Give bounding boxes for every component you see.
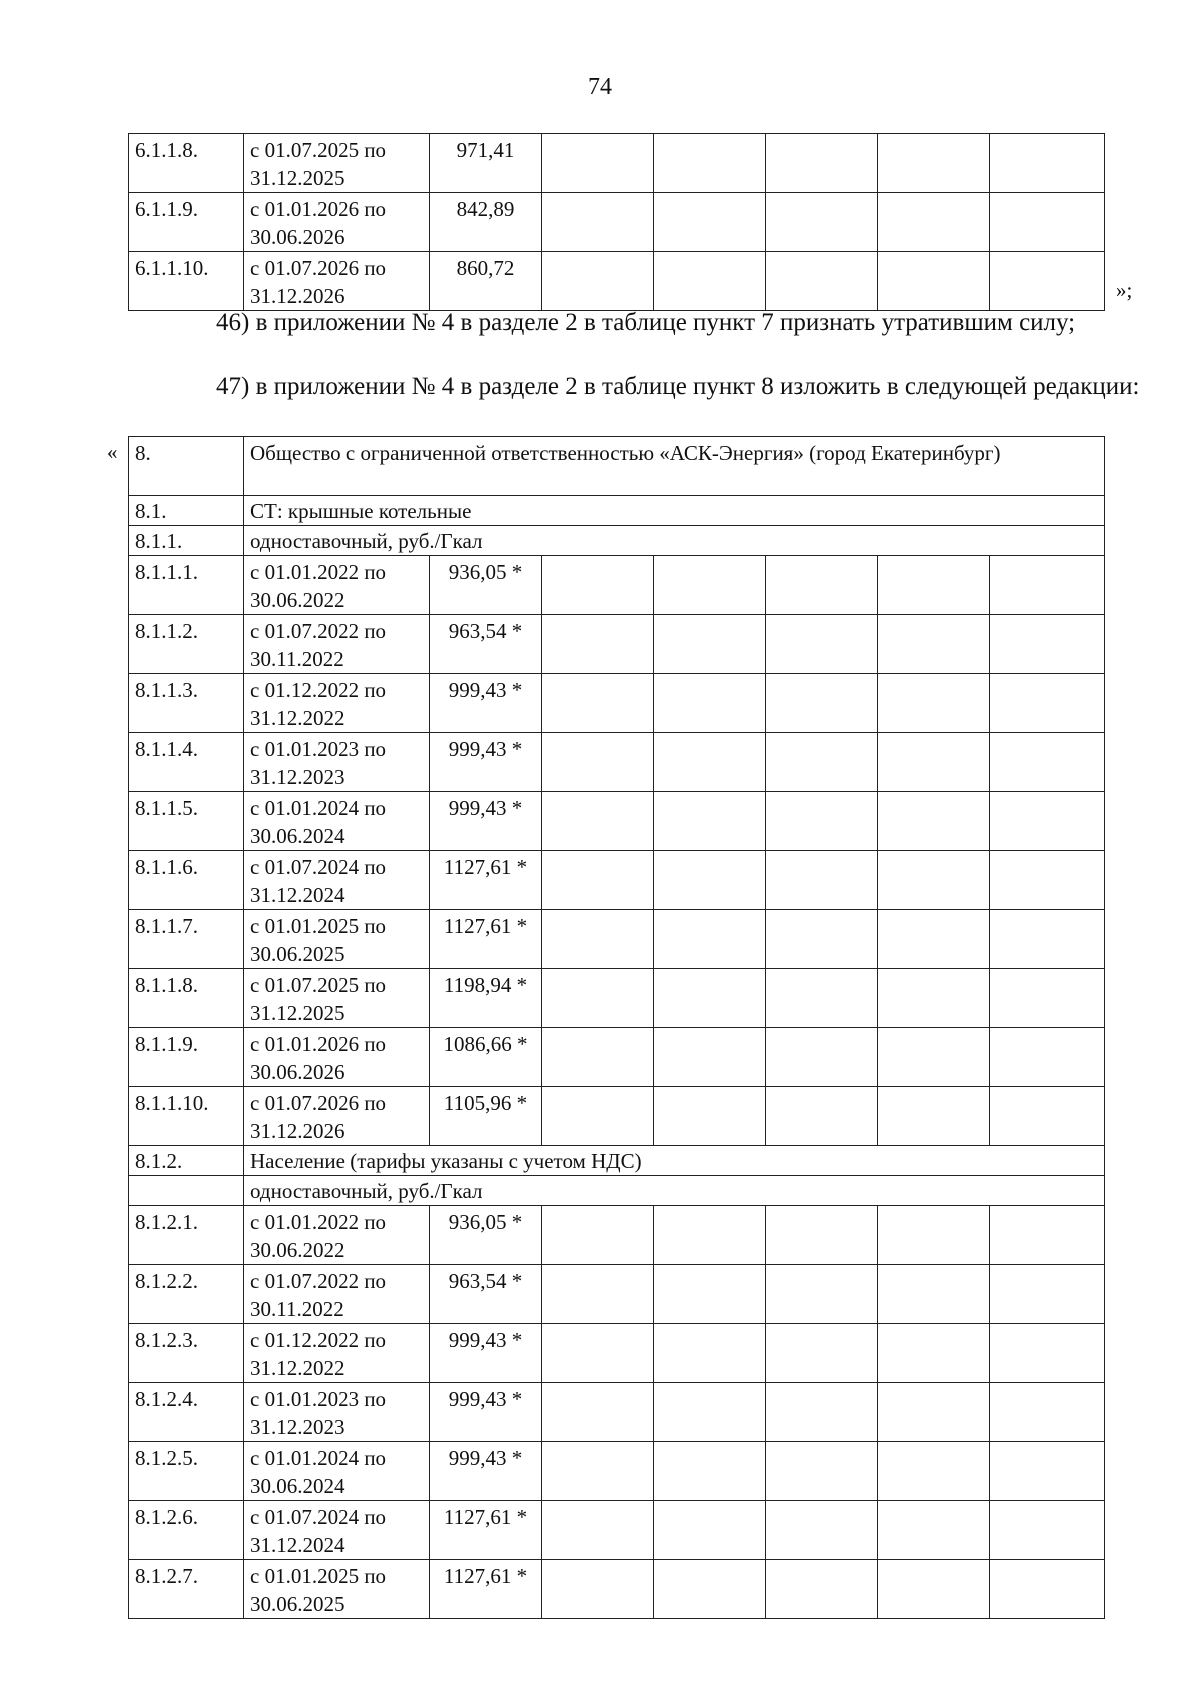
row-value: 860,72 (430, 252, 542, 311)
empty-cell (990, 1265, 1105, 1324)
row-period: с 01.01.2025 по 30.06.2025 (244, 1560, 430, 1619)
table-row (129, 1442, 1105, 1501)
empty-cell (878, 252, 990, 311)
section-row (129, 496, 1105, 526)
empty-cell (542, 851, 654, 910)
empty-cell (990, 1028, 1105, 1087)
empty-cell (654, 733, 766, 792)
row-number: 8.1.1.6. (129, 851, 244, 910)
empty-cell (542, 1501, 654, 1560)
empty-cell (542, 1324, 654, 1383)
empty-cell (654, 1087, 766, 1146)
row-value: 1086,66 * (430, 1028, 542, 1087)
row-period: с 01.01.2023 по 31.12.2023 (244, 733, 430, 792)
empty-cell (878, 1560, 990, 1619)
table-row (129, 969, 1105, 1028)
row-value: 1198,94 * (430, 969, 542, 1028)
row-period: с 01.07.2025 по 31.12.2025 (244, 969, 430, 1028)
row-value: 999,43 * (430, 1383, 542, 1442)
row-value: 1105,96 * (430, 1087, 542, 1146)
empty-cell (766, 1501, 878, 1560)
empty-cell (654, 134, 766, 193)
section-number: 8.1.2. (129, 1146, 244, 1176)
empty-cell (878, 1501, 990, 1560)
table-row (129, 193, 1105, 252)
empty-cell (542, 556, 654, 615)
row-period: с 01.07.2026 по 31.12.2026 (244, 252, 430, 311)
empty-cell (542, 1265, 654, 1324)
section-row (129, 1146, 1105, 1176)
empty-cell (542, 1560, 654, 1619)
empty-cell (766, 1383, 878, 1442)
empty-cell (654, 910, 766, 969)
row-number: 8.1.2.2. (129, 1265, 244, 1324)
row-period: с 01.01.2025 по 30.06.2025 (244, 910, 430, 969)
section-number: 8.1. (129, 496, 244, 526)
row-period: с 01.07.2024 по 31.12.2024 (244, 851, 430, 910)
empty-cell (878, 733, 990, 792)
section-label: Население (тарифы указаны с учетом НДС) (244, 1146, 1105, 1176)
row-number: 8.1.2.6. (129, 1501, 244, 1560)
org-name: Общество с ограниченной ответственностью «АСК-Энергия» (город Екатеринбург) (244, 437, 1105, 496)
empty-cell (766, 1560, 878, 1619)
empty-cell (542, 1028, 654, 1087)
row-number: 8.1.1.7. (129, 910, 244, 969)
empty-cell (654, 1324, 766, 1383)
empty-cell (878, 1324, 990, 1383)
table-row (129, 556, 1105, 615)
empty-cell (654, 1501, 766, 1560)
empty-cell (766, 1028, 878, 1087)
row-value: 999,43 * (430, 1442, 542, 1501)
empty-cell (990, 556, 1105, 615)
empty-cell (990, 1501, 1105, 1560)
empty-cell (990, 969, 1105, 1028)
row-number: 8.1.1.8. (129, 969, 244, 1028)
paragraph-46: 46) в приложении № 4 в разделе 2 в таблице пункт 7 признать утратившим силу; (216, 309, 1076, 336)
empty-cell (654, 556, 766, 615)
empty-cell (542, 733, 654, 792)
empty-cell (766, 193, 878, 252)
paragraph-47: 47) в приложении № 4 в разделе 2 в таблице пункт 8 изложить в следующей редакции: (216, 373, 1140, 400)
row-number: 8.1.2.1. (129, 1206, 244, 1265)
row-value: 999,43 * (430, 674, 542, 733)
empty-cell (654, 792, 766, 851)
empty-cell (878, 615, 990, 674)
row-number: 6.1.1.10. (129, 252, 244, 311)
empty-cell (766, 674, 878, 733)
empty-cell (878, 134, 990, 193)
row-period: с 01.01.2024 по 30.06.2024 (244, 792, 430, 851)
row-value: 999,43 * (430, 1324, 542, 1383)
empty-cell (766, 1324, 878, 1383)
row-number: 6.1.1.9. (129, 193, 244, 252)
table-row (129, 792, 1105, 851)
empty-cell (542, 910, 654, 969)
empty-cell (990, 733, 1105, 792)
empty-cell (654, 252, 766, 311)
row-number: 8.1.2.3. (129, 1324, 244, 1383)
empty-cell (990, 134, 1105, 193)
subsection-row (129, 526, 1105, 556)
row-period: с 01.12.2022 по 31.12.2022 (244, 1324, 430, 1383)
empty-cell (766, 969, 878, 1028)
empty-cell (990, 1383, 1105, 1442)
row-value: 936,05 * (430, 556, 542, 615)
empty-cell (990, 193, 1105, 252)
empty-cell (542, 193, 654, 252)
empty-cell (654, 1206, 766, 1265)
row-period: с 01.01.2026 по 30.06.2026 (244, 193, 430, 252)
table-row (129, 910, 1105, 969)
row-number: 8.1.1.5. (129, 792, 244, 851)
empty-cell (654, 1028, 766, 1087)
opening-quote-mark: « (107, 440, 118, 464)
empty-cell (990, 1087, 1105, 1146)
row-number: 8.1.2.7. (129, 1560, 244, 1619)
empty-cell (990, 792, 1105, 851)
row-value: 963,54 * (430, 1265, 542, 1324)
row-value: 1127,61 * (430, 1501, 542, 1560)
empty-cell (878, 193, 990, 252)
page-number: 74 (588, 74, 612, 100)
empty-cell (766, 615, 878, 674)
table-row (129, 1265, 1105, 1324)
empty-cell (654, 615, 766, 674)
row-value: 936,05 * (430, 1206, 542, 1265)
row-value: 1127,61 * (430, 851, 542, 910)
table-row (129, 615, 1105, 674)
row-period: с 01.12.2022 по 31.12.2022 (244, 674, 430, 733)
row-period: с 01.01.2022 по 30.06.2022 (244, 1206, 430, 1265)
empty-cell (542, 674, 654, 733)
empty-cell (542, 1206, 654, 1265)
row-value: 1127,61 * (430, 1560, 542, 1619)
empty-cell (654, 1442, 766, 1501)
empty-cell (990, 910, 1105, 969)
organization-row (129, 437, 1105, 496)
org-number: 8. (129, 437, 244, 496)
tariff-table-main (128, 436, 1105, 1619)
subsection-number (129, 1176, 244, 1206)
empty-cell (766, 134, 878, 193)
empty-cell (990, 1206, 1105, 1265)
empty-cell (542, 1087, 654, 1146)
empty-cell (542, 792, 654, 851)
row-value: 999,43 * (430, 792, 542, 851)
empty-cell (542, 969, 654, 1028)
empty-cell (990, 1324, 1105, 1383)
empty-cell (878, 969, 990, 1028)
subsection-label: одноставочный, руб./Гкал (244, 526, 1105, 556)
empty-cell (990, 252, 1105, 311)
empty-cell (990, 1442, 1105, 1501)
row-period: с 01.07.2026 по 31.12.2026 (244, 1087, 430, 1146)
empty-cell (542, 615, 654, 674)
row-value: 963,54 * (430, 615, 542, 674)
empty-cell (766, 556, 878, 615)
section-label: СТ: крышные котельные (244, 496, 1105, 526)
row-period: с 01.01.2026 по 30.06.2026 (244, 1028, 430, 1087)
row-number: 8.1.1.9. (129, 1028, 244, 1087)
row-period: с 01.01.2024 по 30.06.2024 (244, 1442, 430, 1501)
row-number: 8.1.1.1. (129, 556, 244, 615)
empty-cell (654, 1265, 766, 1324)
empty-cell (878, 792, 990, 851)
subsection-number: 8.1.1. (129, 526, 244, 556)
empty-cell (878, 910, 990, 969)
empty-cell (878, 851, 990, 910)
empty-cell (878, 674, 990, 733)
row-value: 1127,61 * (430, 910, 542, 969)
subsection-row (129, 1176, 1105, 1206)
empty-cell (654, 1383, 766, 1442)
table-row (129, 1383, 1105, 1442)
table-row (129, 1324, 1105, 1383)
empty-cell (654, 193, 766, 252)
empty-cell (654, 851, 766, 910)
empty-cell (878, 1265, 990, 1324)
table-row (129, 674, 1105, 733)
row-period: с 01.07.2024 по 31.12.2024 (244, 1501, 430, 1560)
row-period: с 01.07.2025 по 31.12.2025 (244, 134, 430, 193)
closing-quote-mark: »; (1116, 278, 1133, 302)
empty-cell (878, 1442, 990, 1501)
empty-cell (878, 1383, 990, 1442)
table-row (129, 1206, 1105, 1265)
row-number: 8.1.2.4. (129, 1383, 244, 1442)
empty-cell (990, 1560, 1105, 1619)
table-row (129, 851, 1105, 910)
empty-cell (766, 910, 878, 969)
empty-cell (990, 615, 1105, 674)
row-number: 8.1.1.2. (129, 615, 244, 674)
table-row (129, 1560, 1105, 1619)
empty-cell (766, 733, 878, 792)
table-row (129, 1087, 1105, 1146)
row-period: с 01.01.2023 по 31.12.2023 (244, 1383, 430, 1442)
empty-cell (990, 851, 1105, 910)
empty-cell (878, 556, 990, 615)
empty-cell (654, 969, 766, 1028)
empty-cell (766, 851, 878, 910)
empty-cell (766, 1206, 878, 1265)
empty-cell (654, 674, 766, 733)
table-row (129, 1028, 1105, 1087)
subsection-label: одноставочный, руб./Гкал (244, 1176, 1105, 1206)
row-number: 8.1.2.5. (129, 1442, 244, 1501)
empty-cell (878, 1028, 990, 1087)
empty-cell (766, 1265, 878, 1324)
row-value: 971,41 (430, 134, 542, 193)
table-row (129, 134, 1105, 193)
row-period: с 01.01.2022 по 30.06.2022 (244, 556, 430, 615)
row-number: 8.1.1.4. (129, 733, 244, 792)
empty-cell (766, 252, 878, 311)
empty-cell (766, 792, 878, 851)
empty-cell (654, 1560, 766, 1619)
table-row (129, 733, 1105, 792)
row-period: с 01.07.2022 по 30.11.2022 (244, 1265, 430, 1324)
tariff-table-continuation (128, 133, 1105, 311)
row-period: с 01.07.2022 по 30.11.2022 (244, 615, 430, 674)
empty-cell (542, 252, 654, 311)
row-value: 999,43 * (430, 733, 542, 792)
empty-cell (878, 1087, 990, 1146)
row-number: 8.1.1.3. (129, 674, 244, 733)
row-value: 842,89 (430, 193, 542, 252)
empty-cell (542, 1383, 654, 1442)
row-number: 6.1.1.8. (129, 134, 244, 193)
empty-cell (878, 1206, 990, 1265)
row-number: 8.1.1.10. (129, 1087, 244, 1146)
empty-cell (766, 1442, 878, 1501)
table-row (129, 1501, 1105, 1560)
table-row (129, 252, 1105, 311)
empty-cell (990, 674, 1105, 733)
empty-cell (542, 134, 654, 193)
empty-cell (766, 1087, 878, 1146)
empty-cell (542, 1442, 654, 1501)
